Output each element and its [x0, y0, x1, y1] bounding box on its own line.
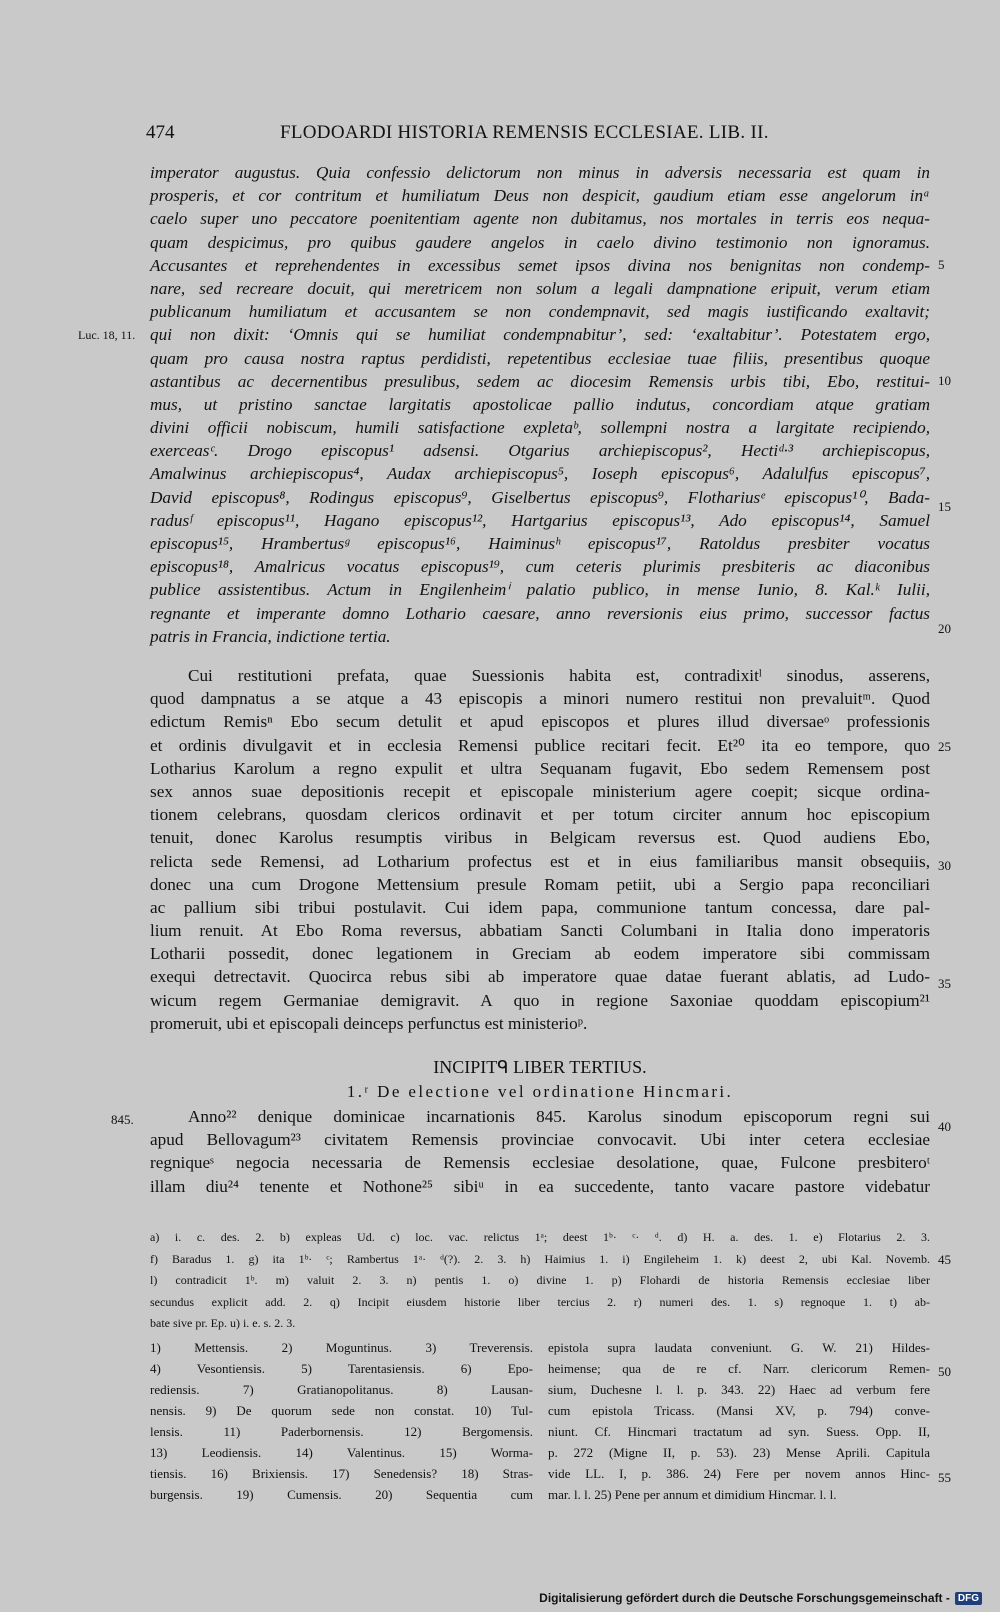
- text-line: Anno²² denique dominicae incarnationis 845. Karolus sinodum episcoporum regni sui: [188, 1107, 930, 1126]
- apparatus-line: l) contradicit 1ᵇ. m) valuit 2. 3. n) pentis 1. o) divine 1. p) Flohardi de historia Remensis ecclesiae liber: [150, 1273, 930, 1287]
- footnote-line: 13) Leodiensis. 14) Valentinus. 15) Worma-: [150, 1445, 533, 1460]
- line-number: 30: [938, 858, 951, 873]
- text-line: episcopus¹⁸, Amalricus vocatus episcopus¹⁹, cum ceteris plurimis presbiteris ac diaconibus: [150, 557, 930, 577]
- footnote-line: lensis. 11) Paderbornensis. 12) Bergomensis.: [150, 1424, 533, 1439]
- margin-year: 845.: [111, 1112, 134, 1127]
- margin-scripture-reference: Luc. 18, 11.: [78, 328, 136, 342]
- text-line: radusᶠ episcopus¹¹, Hagano episcopus¹², Hartgarius episcopus¹³, Ado episcopus¹⁴, Samuel: [150, 510, 930, 530]
- text-line: Lotharius Karolum a regno expulit et ultra Sequanam fugavit, Ebo sedem Remensem post: [150, 758, 930, 778]
- text-line: nare, sed recreare docuit, qui meretricem non solum a legali dampnatione eripuit, verum etiam: [150, 278, 930, 298]
- footnote-line: niunt. Cf. Hincmari tractatum ad syn. Suess. Opp. II,: [548, 1424, 930, 1439]
- text-line: relicta sede Remensi, ad Lotharium profectus est et in eius familiaribus mansit obsequiis,: [150, 851, 930, 871]
- text-line: qui non dixit: ‘Omnis qui se humiliat condempnabitur’, sed: ‘exaltabitur’. Potestatem ergo,: [150, 325, 930, 345]
- footnotes-left-column: [150, 1337, 533, 1505]
- text-line: apud Bellovagum²³ civitatem Remensis provinciae convocavit. Ubi inter cetera ecclesiae: [150, 1130, 930, 1150]
- footnote-line: burgensis. 19) Cumensis. 20) Sequentia cum: [150, 1487, 533, 1502]
- text-line: episcopus¹⁵, Hrambertusᵍ episcopus¹⁶, Haiminusʰ episcopus¹⁷, Ratoldus presbiter vocatus: [150, 534, 930, 553]
- text-line: Lotharii possedit, donec legationem in Greciam ab eodem imperatore sibi commissam: [150, 944, 930, 964]
- text-line: promeruit, ubi et episcopali deinceps perfunctus est ministerioᵖ.: [150, 1013, 588, 1033]
- text-line: divini officii nobiscum, humili satisfactione expletaᵇ, sollempni nostra a largitate recipiendo,: [150, 418, 930, 438]
- footnote-line: nensis. 9) De quorum sede non constat. 10) Tul-: [150, 1403, 533, 1418]
- page-header: [146, 122, 802, 146]
- apparatus-line: f) Baradus 1. g) ita 1ᵇ· ᶜ; Rambertus 1ᵃ· ᵈ(?). 2. 3. h) Haimius 1. i) Engileheim 1. k) deest 2, ubi Kal. Novemb.: [150, 1251, 930, 1266]
- text-line: publicanum humiliatum et accusantem se non condempnavit, sed magis iustificando exaltavit;: [150, 302, 930, 322]
- page-number: 474: [146, 122, 175, 143]
- footnote-line: rediensis. 7) Gratianopolitanus. 8) Lausan-: [150, 1382, 533, 1397]
- main-text-block-a: [150, 161, 930, 648]
- line-number: 55: [938, 1470, 951, 1485]
- text-line: donec una cum Drogone Mettensium presule Romam petiit, ubi a Sergio papa reconciliari: [150, 874, 930, 894]
- text-line: regnante et imperante domno Lothario caesare, anno reversionis eius primo, successor factus: [150, 603, 930, 623]
- text-line: tionem celebrans, quosdam clericos ordinavit et per totum circiter annum hoc episcopium: [150, 805, 930, 825]
- footnote-line: p. 272 (Migne II, p. 53). 23) Mense Aprili. Capitula: [548, 1445, 930, 1460]
- footnote-line: cum epistola Tricass. (Mansi XV, p. 794) conve-: [548, 1403, 930, 1418]
- text-line: patris in Francia, indictione tertia.: [150, 626, 391, 646]
- footnote-line: tiensis. 16) Brixiensis. 17) Senedensis? 18) Stras-: [150, 1466, 533, 1481]
- dfg-logo: DFG: [955, 1592, 982, 1605]
- line-number: 35: [938, 976, 951, 991]
- text-line: publice assistentibus. Actum in Engilenheimⁱ palatio publico, in mense Iunio, 8. Kal.ᵏ Iulii,: [150, 580, 930, 600]
- chapter-title: 1.ʳ De electione vel ordinatione Hincmari.: [346, 1082, 734, 1101]
- text-line: sex annos suae depositionis recepit et episcopale ministerium agere coepit; sicque ordina-: [150, 781, 930, 801]
- footnote-line: heimense; qua de re cf. Narr. clericorum Remen-: [548, 1361, 930, 1376]
- text-line: quam pro causa nostra raptus perdidisti, repetentibus ecclesiae tuae filiis, presentibus quoque: [150, 348, 930, 368]
- main-text-block-c: [150, 1105, 930, 1198]
- running-title: FLODOARDI HISTORIA REMENSIS ECCLESIAE. LIB. II.: [280, 122, 769, 143]
- text-line: tenuit, donec Karolus resumptis viribus in Belgicam reversus est. Quod audiens Ebo,: [150, 828, 930, 848]
- text-line: lium renuit. At Ebo Roma reversus, abbatiam Sancti Columbani in Italia dono imperatoris: [150, 921, 930, 941]
- footer-text: Digitalisierung gefördert durch die Deutsche Forschungsgemeinschaft -: [539, 1591, 950, 1605]
- text-line: exerceasᶜ. Drogo episcopus¹ adsensi. Otgarius archiepiscopus², Hectiᵈ·³ archiepiscopus,: [150, 441, 930, 461]
- text-line: prosperis, et cor contritum et humiliatum Deus non despicit, gaudium etiam esse angelorum inᵃ: [150, 186, 930, 206]
- text-line: quam despicimus, pro quibus gaudere angelos in caelo divino testimonio non ignoramus.: [150, 232, 930, 252]
- text-line: wicum regem Germaniae demigravit. A quo in regione Saxoniae quoddam episcopium²¹: [150, 990, 930, 1010]
- footnotes-right-column: [548, 1337, 930, 1505]
- text-line: Accusantes et reprehendentes in excessibus semet ipsos divina nos benignitas non condemp-: [150, 255, 930, 275]
- footnote-line: vide LL. I, p. 386. 24) Fere per novem annos Hinc-: [548, 1466, 930, 1481]
- text-line: mus, ut pristino sanctae largitatis apostolicae pallio indutus, concordiam atque gratiam: [150, 394, 930, 414]
- apparatus-line: a) i. c. des. 2. b) expleas Ud. c) loc. vac. relictus 1ᵃ; deest 1ᵇ· ᶜ· ᵈ. d) H. a. des. 1. e) Flotarius 2. 3.: [150, 1230, 930, 1244]
- apparatus-line: bate sive pr. Ep. u) i. e. s. 2. 3.: [150, 1316, 296, 1330]
- text-line: edictum Remisⁿ Ebo secum detulit et apud episcopos et plures illud diversaeᵒ professionis: [150, 712, 930, 732]
- line-number: 15: [938, 499, 951, 514]
- text-line: quod dampnatus a se atque a 43 episcopis a minori numero restitui non prevaluitᵐ. Quod: [150, 689, 930, 709]
- text-line: illam diu²⁴ tenente et Nothone²⁵ sibiᵘ in ea succedente, tanto vacare pastore videbatur: [150, 1176, 930, 1196]
- text-line: regniqueˢ negocia necessaria de Remensis ecclesiae desolatione, quae, Fulcone presbiteroᵗ: [150, 1153, 930, 1173]
- text-line: imperator augustus. Quia confessio delictorum non minus in adversis necessaria est quam in: [150, 163, 930, 182]
- line-number: 45: [938, 1252, 951, 1267]
- text-line: exequi detrectavit. Quocirca rebus sibi ab imperatore quae datae fuerant ablatis, ad Ludo-: [150, 967, 930, 987]
- footnote-line: epistola supra laudata conveniunt. G. W. 21) Hildes-: [548, 1340, 930, 1355]
- text-line: Cui restitutioni prefata, quae Suessionis habita est, contradixitˡ sinodus, asserens,: [188, 666, 930, 685]
- text-line: et ordinis divulgavit et in ecclesia Remensi publice recitari fecit. Et²⁰ ita eo tempore, quo: [150, 735, 930, 755]
- line-number: 10: [938, 373, 951, 388]
- text-line: caelo super uno peccatore poenitentiam agente non dubitamus, nos mortales in terris eos nequa-: [150, 209, 930, 229]
- main-text-block-b: [150, 664, 930, 1035]
- text-line: astantibus ac decernentibus presulibus, sedem ac diocesim Remensis urbis tibi, Ebo, restitui-: [150, 371, 930, 391]
- line-number: 50: [938, 1364, 951, 1379]
- footnote-line: mar. l. l. 25) Pene per annum et dimidium Hincmar. l. l.: [548, 1487, 837, 1502]
- footnote-line: 1) Mettensis. 2) Moguntinus. 3) Treverensis.: [150, 1340, 533, 1355]
- critical-apparatus: [150, 1227, 930, 1335]
- line-number: 40: [938, 1119, 951, 1134]
- line-number: 5: [938, 257, 945, 272]
- text-line: David episcopus⁸, Rodingus episcopus⁹, Giselbertus episcopus⁹, Flothariusᵉ episcopus¹⁰, Bada-: [150, 487, 930, 507]
- line-number: 20: [938, 621, 951, 636]
- apparatus-line: secundus explicit add. 2. q) Incipit eiusdem historie liber tercius 2. r) numeri des. 1. s) regnoque 1. t) ab-: [150, 1294, 930, 1309]
- line-number: 25: [938, 739, 951, 754]
- text-line: ac pallium sibi tribui postulavit. Cui idem papa, communione tantum concessa, dare pal-: [150, 897, 930, 917]
- footnote-line: 4) Vesontiensis. 5) Tarentasiensis. 6) Epo-: [150, 1361, 533, 1376]
- digitization-footer: [539, 1591, 982, 1605]
- footnote-line: sium, Duchesne l. l. p. 343. 22) Haec ad verbum fere: [548, 1382, 930, 1397]
- book-title: INCIPITᑫ LIBER TERTIUS.: [433, 1057, 647, 1077]
- text-line: Amalwinus archiepiscopus⁴, Audax archiepiscopus⁵, Ioseph episcopus⁶, Adalulfus episcopus⁷,: [150, 464, 930, 484]
